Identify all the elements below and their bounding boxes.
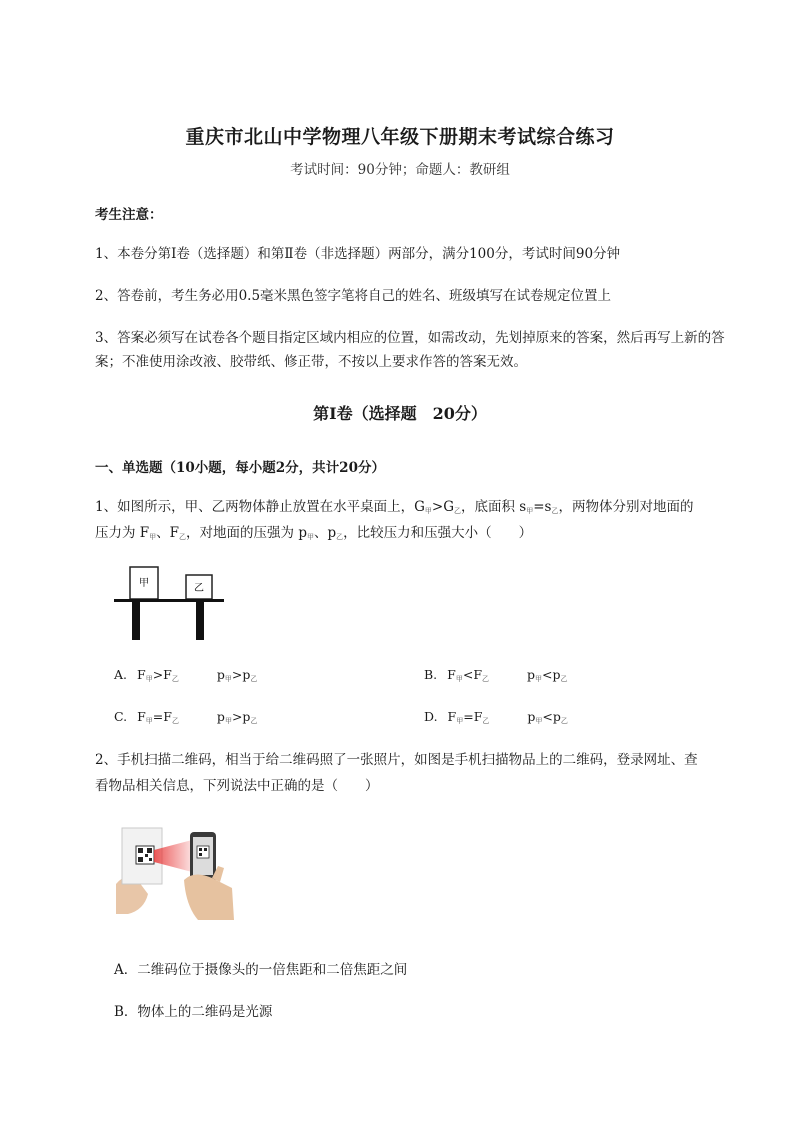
block-yi-label: 乙 <box>194 583 204 594</box>
subscript: 乙 <box>551 507 559 515</box>
option-p: p <box>216 667 225 682</box>
subscript: 甲 <box>149 533 157 541</box>
option-letter: A. <box>114 667 128 682</box>
subscript: 甲 <box>224 675 232 683</box>
q1-text: ，比较压力和压强大小（ ） <box>343 525 533 541</box>
notice-item-1: 1、本卷分第I卷（选择题）和第Ⅱ卷（非选择题）两部分，满分100分，考试时间90分钟 <box>95 246 621 262</box>
relation: = <box>463 709 474 724</box>
q2-option-a[interactable]: A．二维码位于摄像头的一倍焦距和二倍焦距之间 <box>114 962 408 978</box>
relation: = <box>533 499 545 515</box>
q1-text: ，两物体分别对地面的 <box>558 499 694 515</box>
option-letter: B. <box>424 667 438 682</box>
q1-text: 1、如图所示，甲、乙两物体静止放置在水平桌面上，G <box>95 499 425 515</box>
subscript: 乙 <box>482 717 490 725</box>
subscript: 乙 <box>250 717 258 725</box>
part-title: 一、单选题（10小题，每小题2分，共计20分） <box>95 460 385 476</box>
subscript: 乙 <box>179 533 187 541</box>
subscript: 甲 <box>224 717 232 725</box>
subscript: 甲 <box>306 533 314 541</box>
option-f: F <box>447 709 457 724</box>
relation: < <box>542 709 553 724</box>
q2-scan-photo <box>114 822 239 922</box>
subscript: 甲 <box>455 675 463 683</box>
subscript: 乙 <box>250 675 258 683</box>
subscript: 甲 <box>526 507 534 515</box>
subscript: 乙 <box>560 717 568 725</box>
notice-item-3: 3、答案必须写在试卷各个题目指定区域内相应的位置，如需改动，先划掉原来的答案，然后再写上新的答案；不准使用涂改液、胶带纸、修正带，不按以上要求作答的答案无效。 <box>95 330 725 370</box>
q1-stem-line2 <box>95 521 745 549</box>
subscript: 甲 <box>535 717 543 725</box>
table-leg-right <box>196 602 204 640</box>
option-f: F <box>137 667 146 682</box>
option-f: F <box>447 667 456 682</box>
subscript: 甲 <box>424 507 432 515</box>
q2-stem-line2: 看物品相关信息，下列说法中正确的是（ ） <box>95 778 379 794</box>
q1-stem-line1: 1、如图所示，甲、乙两物体静止放置在水平桌面上，$G_甲>G_乙$，底面积 $s_甲=s_乙$，两物体分别对地面的 <box>95 499 694 515</box>
subscript: 甲 <box>145 675 153 683</box>
subscript: 乙 <box>336 533 344 541</box>
q1-option-c[interactable]: C. $F_甲=F_乙$ $p_甲>p_乙$ <box>114 709 258 725</box>
q1-option-d[interactable]: D. $F_甲=F_乙$ $p_甲<p_乙$ <box>424 709 568 725</box>
notice-heading: 考生注意： <box>95 207 163 223</box>
relation: > <box>231 667 243 682</box>
relation: < <box>542 667 553 682</box>
table-top <box>114 599 224 602</box>
q1-text: ，对地面的压强为 p <box>186 525 307 541</box>
subscript: 甲 <box>456 717 464 725</box>
option-p: p <box>527 667 536 682</box>
option-f: F <box>137 709 146 724</box>
subscript: 乙 <box>482 675 490 683</box>
subscript: 乙 <box>171 717 179 725</box>
relation: > <box>152 667 164 682</box>
q1-text: 压力为 F <box>95 525 150 541</box>
q1-option-b[interactable]: B. $F_甲<F_乙$ $p_甲<p_乙$ <box>424 667 568 683</box>
option-p: p <box>527 709 536 724</box>
exam-subtitle: 考试时间：90分钟；命题人：教研组 <box>290 162 510 178</box>
subscript: 乙 <box>171 675 179 683</box>
option-p: p <box>216 709 225 724</box>
subscript: 乙 <box>453 507 461 515</box>
q2-option-b[interactable]: B．物体上的二维码是光源 <box>114 1004 273 1020</box>
option-letter: C. <box>114 709 128 724</box>
subscript: 乙 <box>560 675 568 683</box>
q1-option-a[interactable]: A. $F_甲>F_乙$ $p_甲>p_乙$ <box>114 667 258 683</box>
relation: > <box>231 709 243 724</box>
block-jia-label: 甲 <box>139 578 149 589</box>
section-title: 第I卷（选择题 20分） <box>313 404 487 423</box>
q1-text: ，底面积 s <box>460 499 527 515</box>
q1-text: 、p <box>313 525 337 541</box>
subscript: 甲 <box>145 717 153 725</box>
q2-stem-line1: 2、手机扫描二维码，相当于给二维码照了一张照片，如图是手机扫描物品上的二维码，登录网址、查 <box>95 752 698 768</box>
subscript: 甲 <box>535 675 543 683</box>
option-letter: D. <box>424 709 438 724</box>
right-hand <box>184 874 234 920</box>
relation: > <box>431 499 444 515</box>
q1-table-figure <box>110 562 230 642</box>
table-leg-left <box>132 602 140 640</box>
q1-text: 、F <box>156 525 180 541</box>
relation: < <box>462 667 474 682</box>
notice-item-2: 2、答卷前，考生务必用0.5毫米黑色签字笔将自己的姓名、班级填写在试卷规定位置上 <box>95 288 612 304</box>
exam-title: 重庆市北山中学物理八年级下册期末考试综合练习 <box>185 126 615 148</box>
relation: = <box>152 709 164 724</box>
